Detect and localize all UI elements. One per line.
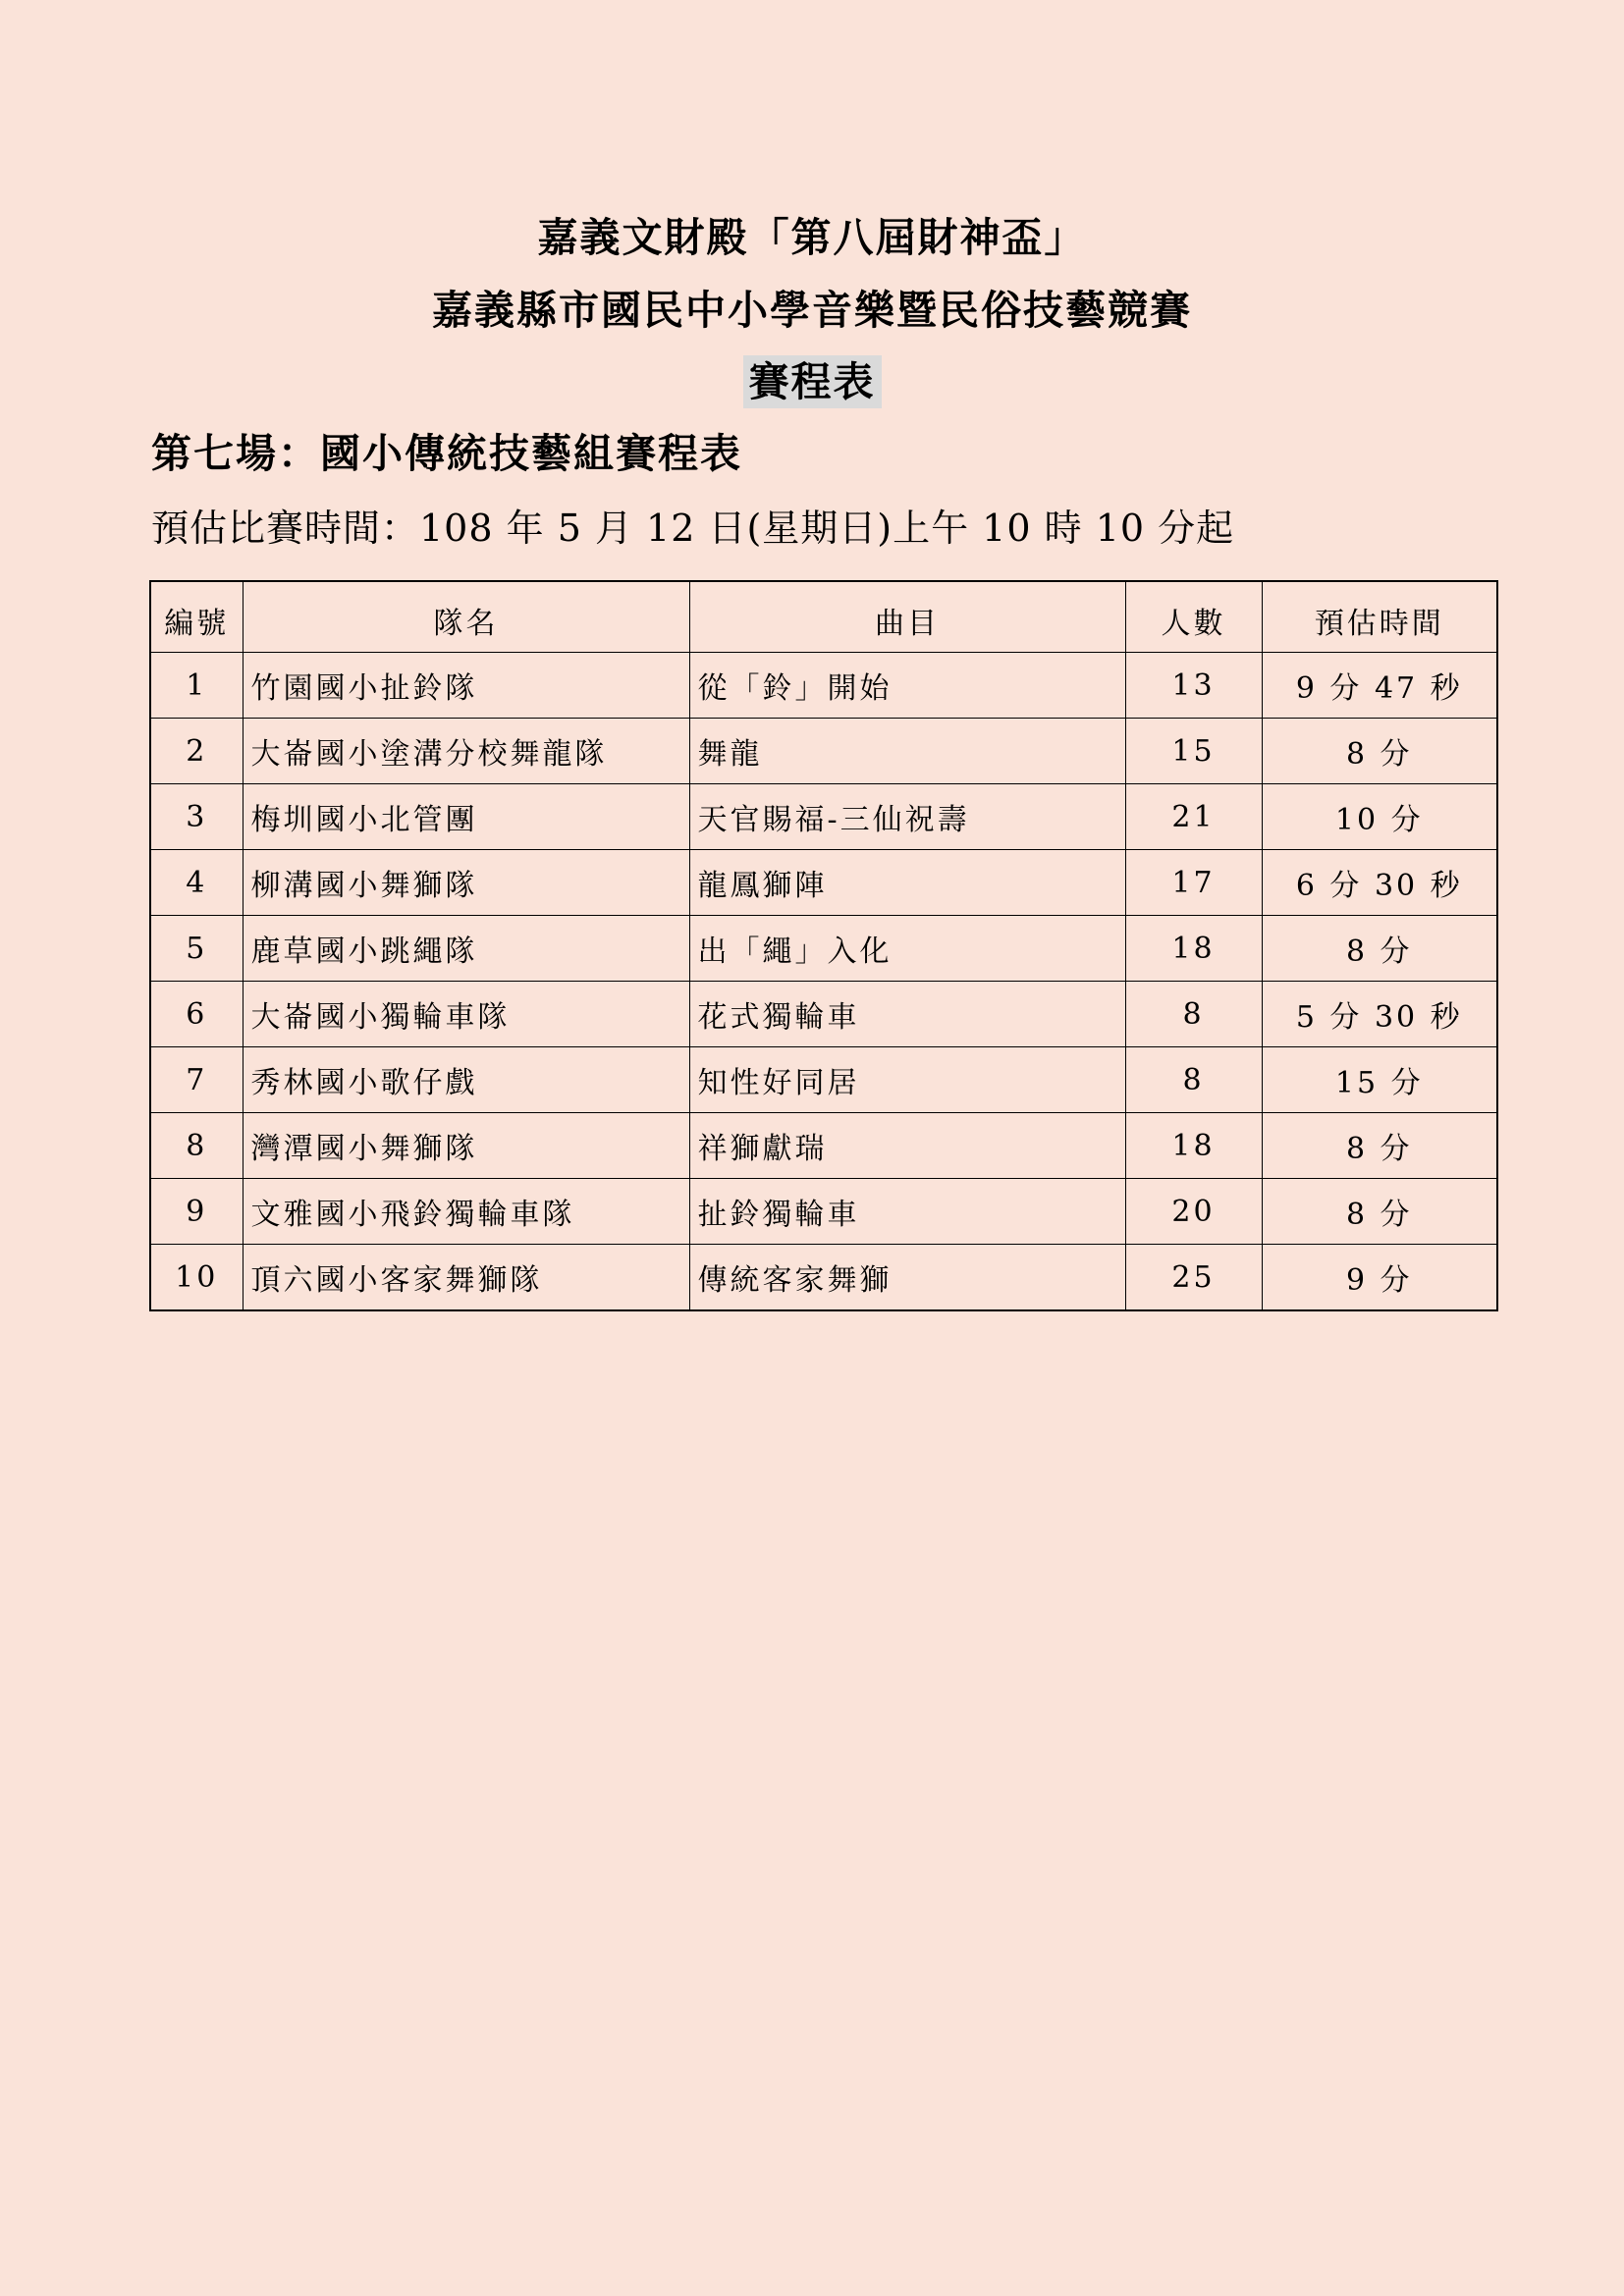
cell-song: 天官賜福-三仙祝壽 <box>689 784 1125 850</box>
table-row <box>150 1179 1497 1245</box>
document-title-line-1: 嘉義文財殿「第八屆財神盃」 <box>537 214 1087 261</box>
cell-team-name: 頂六國小客家舞獅隊 <box>243 1245 689 1311</box>
cell-team-name: 灣潭國小舞獅隊 <box>243 1113 689 1179</box>
cell-team-name: 文雅國小飛鈴獨輪車隊 <box>243 1179 689 1245</box>
table-row <box>150 1113 1497 1179</box>
section-title: 第七場：國小傳統技藝組賽程表 <box>151 430 742 477</box>
cell-number: 10 <box>150 1245 243 1311</box>
table-row <box>150 850 1497 916</box>
cell-song: 從「鈴」開始 <box>689 653 1125 719</box>
cell-team-name: 竹園國小扯鈴隊 <box>243 653 689 719</box>
cell-member-count: 18 <box>1125 916 1262 982</box>
cell-song: 龍鳳獅陣 <box>689 850 1125 916</box>
schedule-table <box>149 580 1498 1311</box>
cell-song: 出「繩」入化 <box>689 916 1125 982</box>
cell-member-count: 20 <box>1125 1179 1262 1245</box>
estimated-start-time: 預估比賽時間：108 年 5 月 12 日(星期日)上午 10 時 10 分起 <box>151 507 1235 550</box>
cell-member-count: 8 <box>1125 982 1262 1047</box>
cell-estimated-time: 6 分 30 秒 <box>1262 850 1497 916</box>
cell-number: 4 <box>150 850 243 916</box>
cell-number: 6 <box>150 982 243 1047</box>
table-row <box>150 784 1497 850</box>
header-estimated-time: 預估時間 <box>1262 581 1497 653</box>
cell-number: 7 <box>150 1047 243 1113</box>
document-title-line-2: 嘉義縣市國民中小學音樂暨民俗技藝競賽 <box>432 287 1192 334</box>
table-row <box>150 719 1497 784</box>
table-row <box>150 982 1497 1047</box>
cell-estimated-time: 8 分 <box>1262 1179 1497 1245</box>
document-title-line-3-wrapper <box>0 355 1624 408</box>
table-header-row <box>150 581 1497 653</box>
cell-number: 3 <box>150 784 243 850</box>
cell-song: 祥獅獻瑞 <box>689 1113 1125 1179</box>
cell-member-count: 18 <box>1125 1113 1262 1179</box>
header-team-name: 隊名 <box>243 581 689 653</box>
cell-song: 舞龍 <box>689 719 1125 784</box>
cell-estimated-time: 8 分 <box>1262 719 1497 784</box>
header-song: 曲目 <box>689 581 1125 653</box>
cell-team-name: 柳溝國小舞獅隊 <box>243 850 689 916</box>
cell-estimated-time: 8 分 <box>1262 1113 1497 1179</box>
header-number: 編號 <box>150 581 243 653</box>
cell-team-name: 梅圳國小北管團 <box>243 784 689 850</box>
cell-number: 2 <box>150 719 243 784</box>
cell-song: 知性好同居 <box>689 1047 1125 1113</box>
cell-number: 9 <box>150 1179 243 1245</box>
table-body <box>150 653 1497 1311</box>
cell-estimated-time: 15 分 <box>1262 1047 1497 1113</box>
cell-estimated-time: 5 分 30 秒 <box>1262 982 1497 1047</box>
cell-member-count: 15 <box>1125 719 1262 784</box>
cell-team-name: 大崙國小塗溝分校舞龍隊 <box>243 719 689 784</box>
table-row <box>150 653 1497 719</box>
cell-number: 5 <box>150 916 243 982</box>
table-row <box>150 1047 1497 1113</box>
cell-team-name: 鹿草國小跳繩隊 <box>243 916 689 982</box>
cell-team-name: 大崙國小獨輪車隊 <box>243 982 689 1047</box>
schedule-heading-highlighted: 賽程表 <box>743 355 882 408</box>
cell-member-count: 8 <box>1125 1047 1262 1113</box>
table-row <box>150 916 1497 982</box>
cell-estimated-time: 8 分 <box>1262 916 1497 982</box>
cell-number: 8 <box>150 1113 243 1179</box>
cell-number: 1 <box>150 653 243 719</box>
cell-member-count: 25 <box>1125 1245 1262 1311</box>
cell-team-name: 秀林國小歌仔戲 <box>243 1047 689 1113</box>
cell-estimated-time: 9 分 47 秒 <box>1262 653 1497 719</box>
table-row <box>150 1245 1497 1311</box>
cell-member-count: 13 <box>1125 653 1262 719</box>
cell-estimated-time: 10 分 <box>1262 784 1497 850</box>
cell-song: 扯鈴獨輪車 <box>689 1179 1125 1245</box>
cell-member-count: 21 <box>1125 784 1262 850</box>
header-member-count: 人數 <box>1125 581 1262 653</box>
cell-song: 花式獨輪車 <box>689 982 1125 1047</box>
cell-member-count: 17 <box>1125 850 1262 916</box>
cell-estimated-time: 9 分 <box>1262 1245 1497 1311</box>
cell-song: 傳統客家舞獅 <box>689 1245 1125 1311</box>
